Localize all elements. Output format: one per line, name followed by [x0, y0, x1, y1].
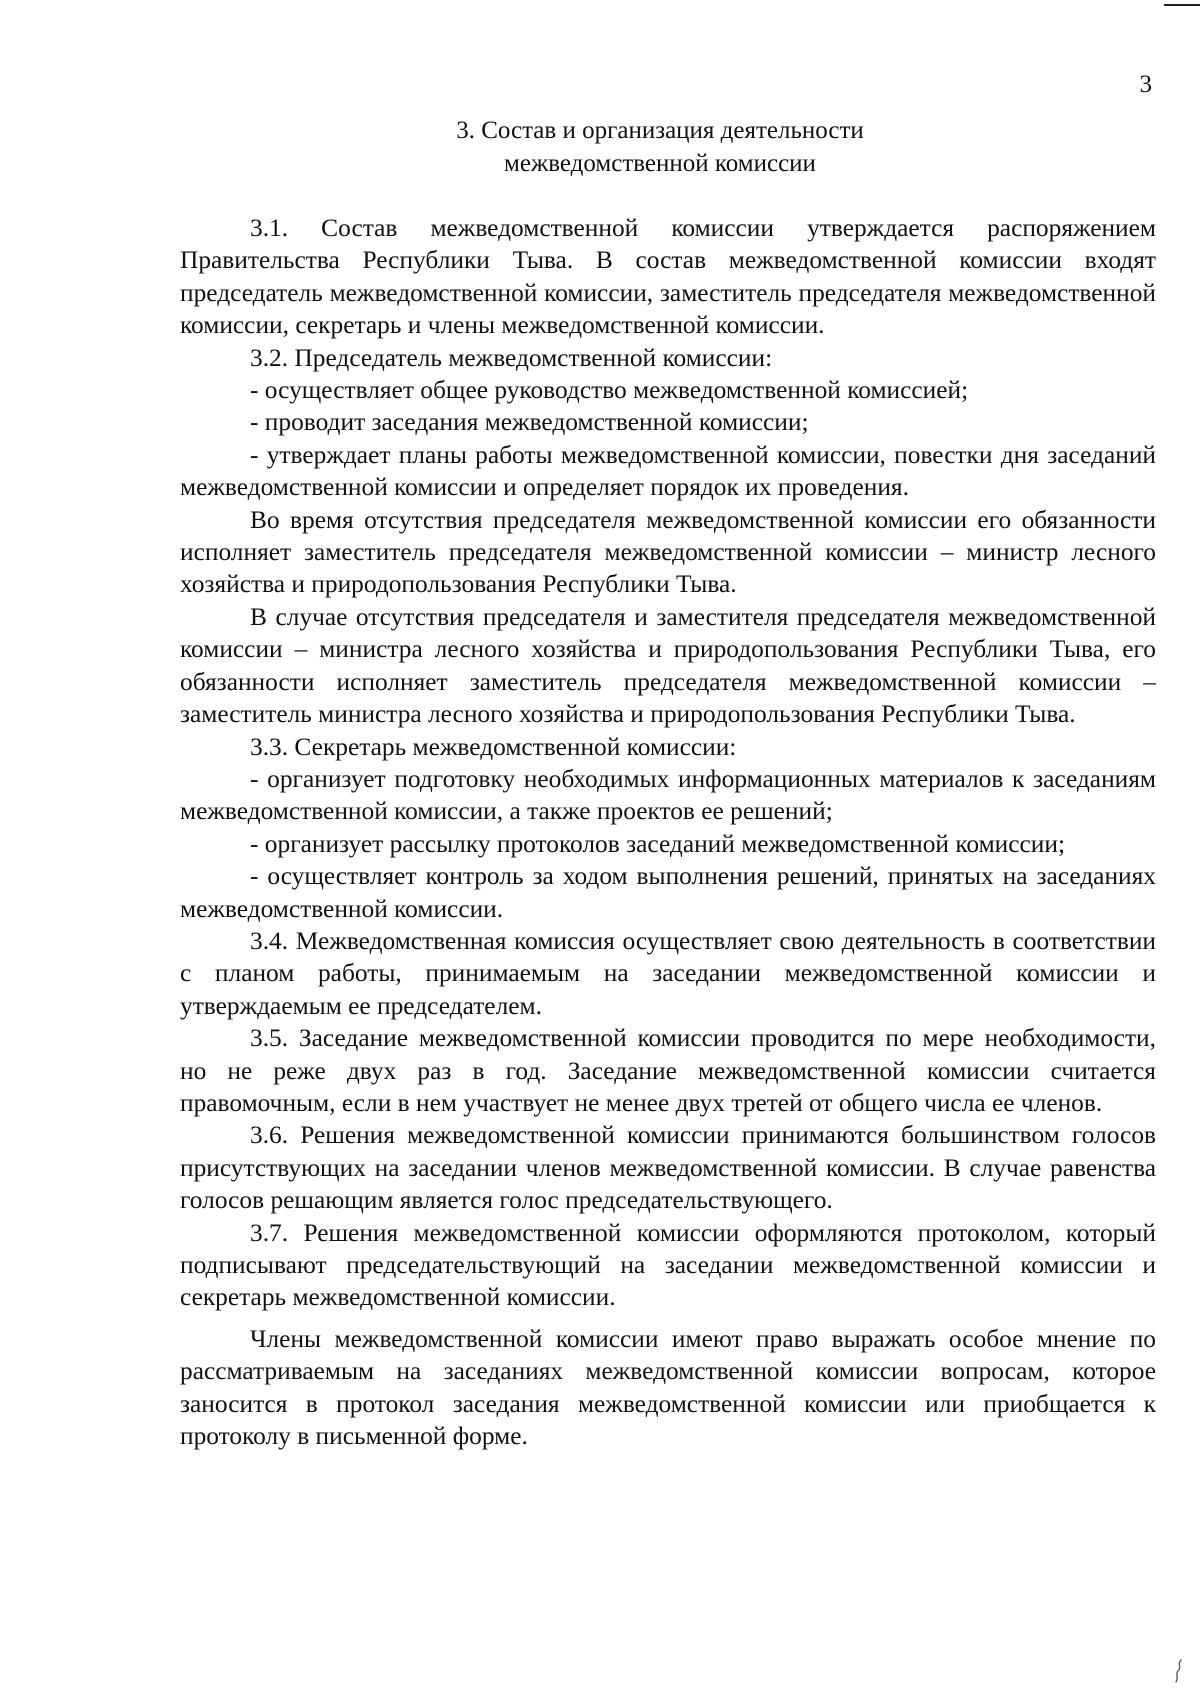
paragraph-3-6: 3.6. Решения межведомственной комиссии принимаются большинством голосов присутствующих на заседании членов межведомственной комиссии. В случае равенства голосов решающим является голос председательствующего.: [180, 1121, 1156, 1215]
document-body: [180, 212, 1156, 1452]
section-heading-line-1: 3. Состав и организация деятельности: [456, 117, 864, 144]
list-item-chair-duty-2: - проводит заседания межведомственной комиссии;: [250, 408, 809, 437]
paragraph-special-opinion: Члены межведомственной комиссии имеют право выражать особое мнение по рассматриваемым на заседаниях межведомственной комиссии вопросам, которое заносится в протокол заседания межведомственной комиссии или приобщается к протоколу в письменной форме.: [180, 1324, 1156, 1451]
page-number: 3: [1139, 71, 1152, 98]
section-heading-line-2: межведомственной комиссии: [504, 150, 816, 177]
paragraph-3-4: 3.4. Межведомственная комиссия осуществляет свою деятельность в соответствии с планом работы, принимаемым на заседании межведомственной комиссии и утверждаемым ее председателем.: [180, 926, 1156, 1020]
section-heading: [180, 114, 1140, 180]
paragraph-3-5: 3.5. Заседание межведомственной комиссии проводится по мере необходимости, но не реже двух раз в год. Заседание межведомственной комиссии считается правомочным, если в нем участвует не менее двух третей от общего числа ее членов.: [180, 1024, 1156, 1117]
list-item-secretary-duty-1: - организует подготовку необходимых информационных материалов к заседаниям межведомственной комиссии, а также проектов ее решений;: [180, 764, 1156, 826]
paragraph-3-7: 3.7. Решения межведомственной комиссии оформляются протоколом, который подписывают председательствующий на заседании межведомственной комиссии и секретарь межведомственной комиссии.: [180, 1218, 1156, 1312]
list-item-chair-duty-3: - утверждает планы работы межведомственной комиссии, повестки дня заседаний межведомственной комиссии и определяет порядок их проведения.: [180, 440, 1156, 502]
paragraph-3-1: 3.1. Состав межведомственной комиссии утверждается распоряжением Правительства Республики Тыва. В состав межведомственной комиссии входят председатель межведомственной комиссии, заместитель председателя межведомственной комиссии, секретарь и члены межведомственной комиссии.: [180, 214, 1156, 340]
paragraph-deputy-absence: В случае отсутствия председателя и заместителя председателя межведомственной комиссии – министра лесного хозяйства и природопользования Республики Тыва, его обязанности исполняет заместитель председателя межведомственной комиссии – заместитель министра лесного хозяйства и природопользования Республики Тыва.: [180, 602, 1156, 729]
paragraph-3-2: 3.2. Председатель межведомственной комиссии:: [250, 343, 773, 372]
paragraph-3-3: 3.3. Секретарь межведомственной комиссии:: [250, 732, 737, 761]
top-edge-rule: [1164, 4, 1200, 6]
paragraph-chair-absence: Во время отсутствия председателя межведомственной комиссии его обязанности исполняет заместитель председателя межведомственной комиссии – министр лесного хозяйства и природопользования Республики Тыва.: [180, 505, 1156, 599]
list-item-secretary-duty-2: - организует рассылку протоколов заседаний межведомственной комиссии;: [250, 829, 1066, 858]
list-item-chair-duty-1: - осуществляет общее руководство межведомственной комиссией;: [250, 376, 969, 405]
list-item-secretary-duty-3: - осуществляет контроль за ходом выполнения решений, принятых на заседаниях межведомственной комиссии.: [180, 862, 1156, 923]
handwritten-mark: [1170, 1658, 1186, 1686]
